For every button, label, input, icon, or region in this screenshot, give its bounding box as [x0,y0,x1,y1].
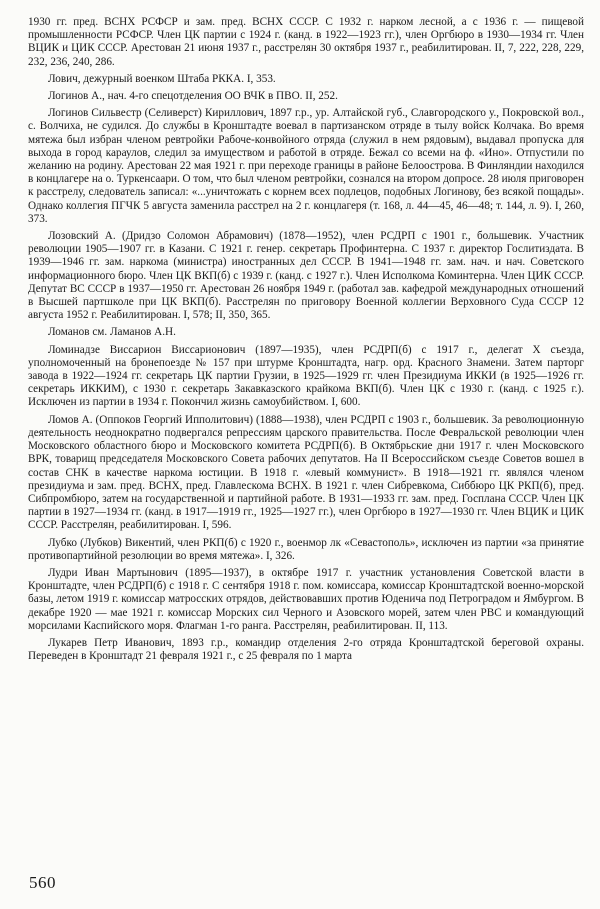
entry-loginov-a: Логинов А., нач. 4-го спецотделения ОО ВЧК в ПВО. II, 252. [48,90,338,103]
entry-loginov-silvestr: Логинов Сильвестр (Селиверст) Кириллович, 1897 г.р., ур. Алтайской губ., Славгородского у., Покровской вол., с. Волчиха, не судился. До службы в Кронштадте воевал в партизанском отряде в тылу войск Колчака. Во время мятежа был избран членом ревтройки Рабоче-конвойного отряда (служил в нем рядовым), выдавал пропуска для выхода в город караулов, следил за имуществом и работой в отряде. Бежал со всеми на ф. «Ино». Отпустили по желанию на родину. Арестован 22 мая 1921 г. при переходе границы в районе Белоострова. В Финляндии находился в концлагере на о. Туркенсаари. О том, что был членом ревтройки, сознался на втором допросе. 28 июля приговорен к расстрелу, следователь записал: «...уничтожать с корнем всех подлецов, подобных Логинову, без всякой пощады». Однако коллегия ПГЧК 5 августа заменила расстрел на 2 г. концлагеря (т. 168, л. 44—45, 46—48; т. 144, л. 9). I, 260, 373. [28,107,585,225]
entry-lovich: Лович, дежурный военком Штаба РККА. I, 353. [48,72,276,85]
entry-lomov: Ломов А. (Оппоков Георгий Ипполитович) (1888—1938), член РСДРП с 1903 г., большевик. За революционную деятельность неоднократно подвергался репрессиям царского правительства. После Февральской революции член Московского областного бюро и Московского комитета РСДРП(б). В Октябрьские дни 1917 г. член Московского ВРК, товарищ председателя Московского Совета рабочих депутатов. На II Всероссийском съезде Советов вошел в состав СНК в качестве наркома юстиции. В 1918 г. «левый коммунист». В 1918—1921 гг. являлся членом президиума и зам. пред. ВСНХ, пред. Главлескома ВСНХ. В 1921 г. член Сибревкома, Сиббюро ЦК РКП(б), пред. Сибпромбюро, затем на государственной и партийной работе. В 1931—1933 гг. зам. пред. Госплана СССР. Член ЦК партии в 1927—1934 гг. (канд. в 1917—1919 гг., 1925—1927 гг.), член Оргбюро в 1927—1930 гг. Член ВЦИК и ЦИК СССР. Расстрелян, реабилитирован. I, 596. [28,413,584,532]
entry-lominadze: Ломинадзе Виссарион Виссарионович (1897—1935), член РСДРП(б) с 1917 г., делегат X съезда, уполномоченный на бронепоезде № 157 при штурме Кронштадта, нагр. орд. Красного Знамени. Затем парторг завода в 1922—1924 гг. секретарь ЦК партии Грузии, в 1925—1929 гг. член Президиума ИККИ (в 1925—1926 гг. секретарь ИККИМ), с 1930 г. секретарь Закавказского крайкома ВКП(б). Член ЦК с 1930 г. (канд. с 1925 г.). Исключен из партии в 1934 г. Покончил жизнь самоубийством. I, 600. [28,343,584,409]
page-content [28,16,584,663]
entry-lozovsky: Лозовский А. (Дридзо Соломон Абрамович) (1878—1952), член РСДРП с 1901 г., большевик. Участник революции 1905—1907 гг. в Казани. С 1921 г. генер. секретарь Профинтерна. С 1937 г. директор Гослитиздата. В 1939—1946 гг. зам. наркома (министра) иностранных дел СССР. В 1941—1948 гг. зам. нач. и нач. Советского информационного бюро. Член ЦК ВКП(б) с 1939 г. (канд. с 1927 г.). Член Исполкома Коминтерна. Член ЦИК СССР. Депутат ВС СССР в 1937—1950 гг. Арестован 26 ноября 1949 г. (работал зав. кафедрой международных отношений в Высшей партшколе при ЦК ВКП(б). Расстрелян по приговору Военной коллегии Верховного Суда СССР 12 августа 1952 г. Реабилитирован. I, 578; II, 350, 365. [28,230,584,322]
page-number: 560 [29,873,56,892]
entry-continuation: 1930 гг. пред. ВСНХ РСФСР и зам. пред. ВСНХ СССР. С 1932 г. нарком лесной, а с 1936 г. — пищевой промышленности РСФСР. Член ЦК партии с 1924 г. (канд. в 1922—1923 гг.), член Оргбюро в 1930—1934 гг. Член ВЦИК и ЦИК СССР. Арестован 21 июня 1937 г., расстрелян 30 октября 1937 г., реабилитирован. II, 7, 222, 228, 229, 232, 236, 240, 286. [28,16,584,68]
entry-ludri: Лудри Иван Мартынович (1895—1937), в октябре 1917 г. участник установления Советской власти в Кронштадте, член РСДРП(б) с 1918 г. С сентября 1918 г. пом. комиссара, комиссар Кронштадтской военно-морской базы, летом 1919 г. комиссар матросских отрядов, действовавших против Юденича под Петроградом и Ямбургом. В декабре 1920 — мае 1921 г. комиссар Морских сил Черного и Азовского морей, затем член РВС и командующий морсилами Каспийского моря. Флагман 1-го ранга. Расстрелян, реабилитирован. II, 113. [28,566,584,632]
entry-lomanov: Ломанов см. Ламанов А.Н. [48,326,176,339]
entry-lukarev: Лукарев Петр Иванович, 1893 г.р., командир отделения 2-го отряда Кронштадтской береговой охраны. Переведен в Кронштадт 21 февраля 1921 г., с 25 февраля по 1 марта [28,636,584,663]
entry-lubko: Лубко (Лубков) Викентий, член РКП(б) с 1920 г., военмор лк «Севастополь», исключен из партии «за принятие противопартийной резолюции во время мятежа». I, 326. [28,536,584,562]
